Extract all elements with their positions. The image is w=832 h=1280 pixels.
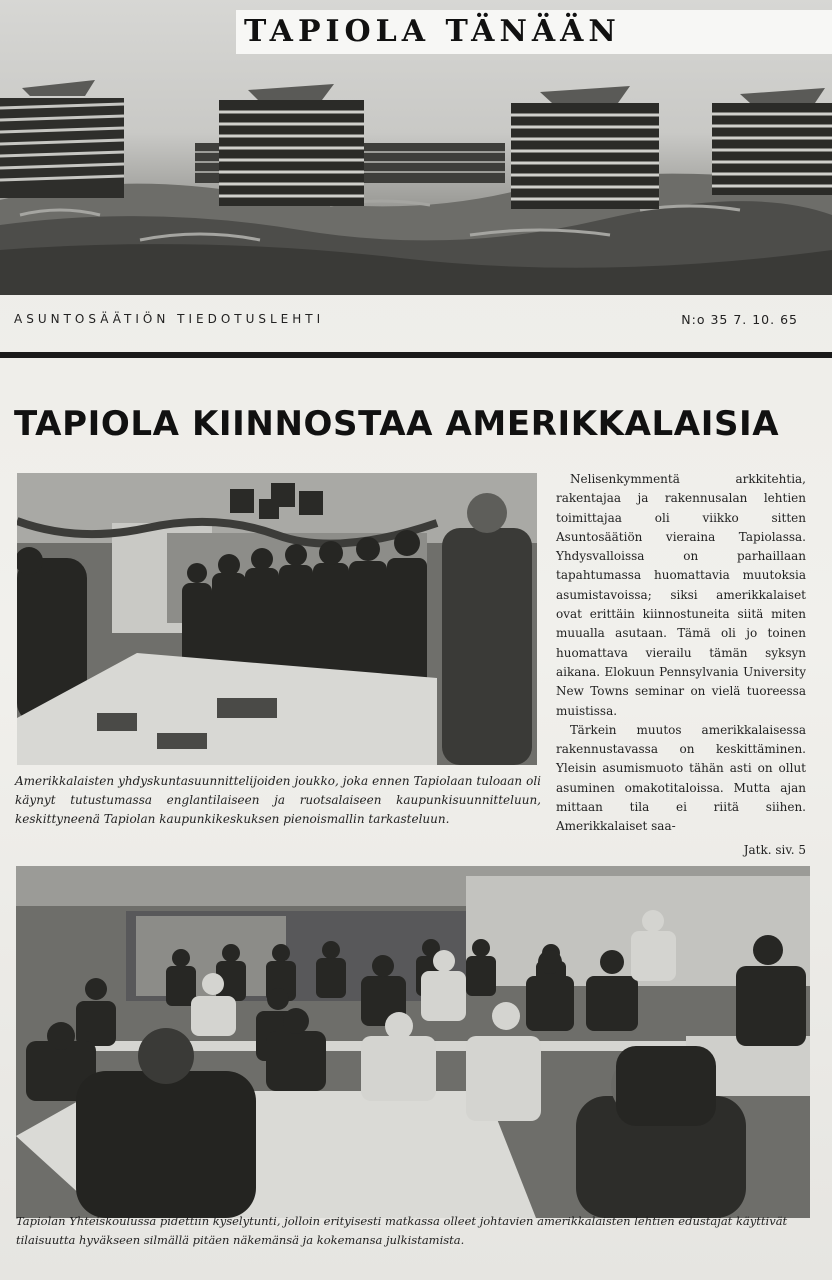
masthead-photo [0,0,832,295]
tower-2 [219,84,364,206]
photo-model-viewing [17,473,537,765]
tower-3 [511,86,659,209]
tower-4 [712,88,832,195]
article-paragraph-1: Nelisenkymmentä arkkitehtia, rakentajaa ja rakennusalan lehtien toimittajaa oli viikko sitten Asuntosäätiön vieraina Tapiolassa. Yhdysvalloissa on parhaillaan tapahtumassa huomattavia muutoksia asumistavoissa; siksi amerikkalaiset ovat erittäin kiinnostuneita siitä miten muualla asutaan. Tämä oli jo toinen huomattava vierailu tämän syksyn aikana. Elokuun Pennsylvania University New Towns seminar on vielä tuoreessa muistissa. [556,472,806,718]
masthead-subheader [14,309,820,329]
publisher-label: ASUNTOSÄÄTIÖN TIEDOTUSLEHTI [14,312,325,326]
masthead-title: TAPIOLA TÄNÄÄN [236,10,832,54]
photo-press-session [16,866,810,1218]
photo-model-viewing-illustration [17,473,537,765]
article-body [556,470,806,857]
article-continuation: Jatk. siv. 5 [743,842,806,857]
photo-press-session-illustration [16,866,810,1218]
divider-rule [0,352,832,358]
photo-model-viewing-caption: Amerikkalaisten yhdyskuntasuunnittelijoiden joukko, joka ennen Tapiolaan tuloaan oli käynyt tutustumassa englantilaiseen ja ruotsalaiseen kaupunkisuunnitteluun, keskittyneenä Tapiolan kaupunkikeskuksen pienoismallin tarkasteluun. [15,774,541,826]
tower-1 [0,80,124,198]
photo-press-session-caption: Tapiolan Yhteiskoulussa pidettiin kyselytunti, jolloin erityisesti matkassa olleet johtavien amerikkalaisten lehtien edustajat käyttivät tilaisuutta hyväkseen silmällä pitäen näkemänsä ja kokemansa julkistamista. [16,1214,788,1247]
issue-label: N:o 35 7. 10. 65 [681,312,798,327]
article-paragraph-2: Tärkein muutos amerikkalaisessa rakennustavassa on keskittäminen. Yleisin asumismuoto tähän asti on ollut asuminen omakotitaloissa. Mutta ajan mittaan tila ei riitä siihen. Amerikkalaiset saa- [556,722,806,834]
page-headline: TAPIOLA KIINNOSTAA AMERIKKALAISIA [14,404,780,444]
